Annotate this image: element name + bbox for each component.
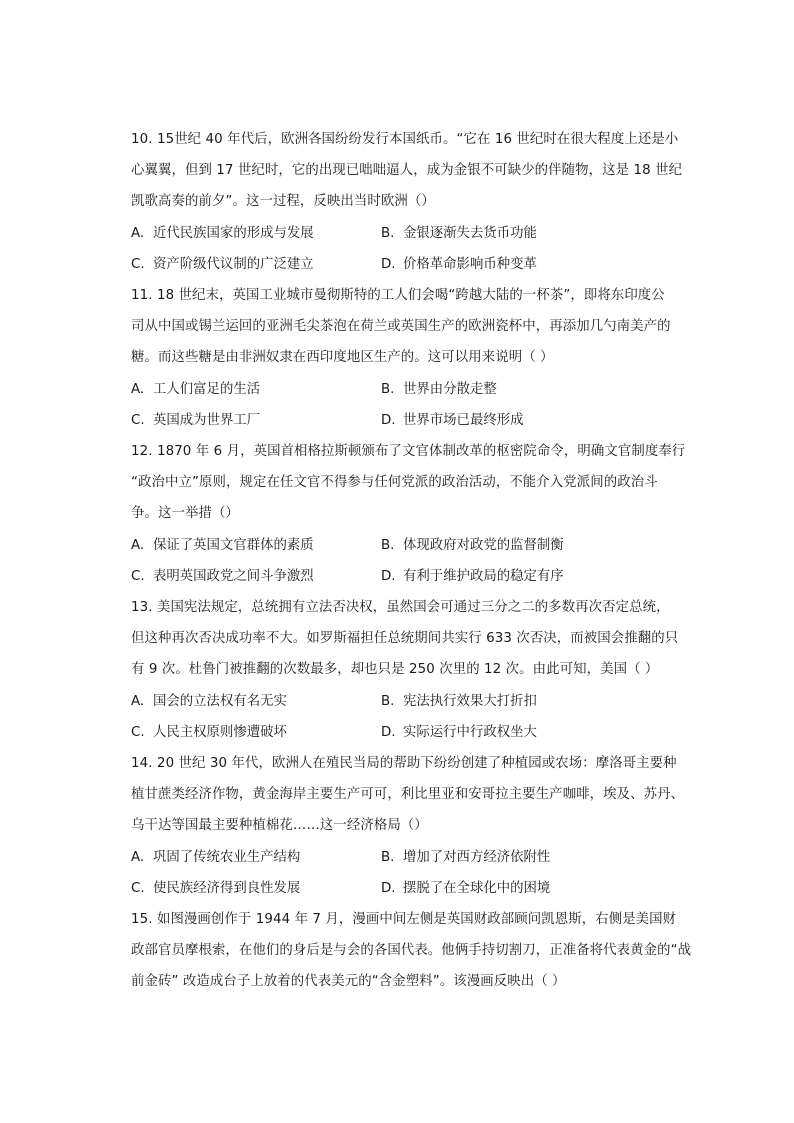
- options-14: [131, 842, 697, 904]
- question-stem-line: 植甘蔗类经济作物，黄金海岸主要生产可可，利比里亚和安哥拉主要生产咖啡，埃及、苏丹、: [131, 787, 685, 803]
- question-stem-line: 司从中国或锡兰运回的亚洲毛尖茶泡在荷兰或英国生产的欧洲瓷杯中，再添加几勺南美产的: [131, 319, 671, 335]
- question-stem-line: 前金砖” 改造成台子上放着的代表美元的“含金塑料”。该漫画反映出（ ）: [131, 974, 566, 990]
- options-12: [131, 530, 697, 592]
- question-stem-line: 糖。而这些糖是由非洲奴隶在西印度地区生产的。这可以用来说明（ ）: [131, 350, 554, 366]
- question-stem-line: “政治中立”原则，规定在任文官不得参与任何党派的政治活动，不能介入党派间的政治斗: [131, 475, 658, 491]
- option-c: C. 英国成为世界工厂: [131, 412, 261, 428]
- question-stem-line: 12. 1870 年 6 月，英国首相格拉斯顿颁布了文官体制改革的枢密院命令，明确文官制度奉行: [131, 444, 686, 460]
- option-b: B. 宪法执行效果大打折扣: [381, 693, 537, 709]
- question-10: [131, 124, 697, 218]
- option-a: A. 保证了英国文官群体的素质: [131, 537, 314, 553]
- options-10: [131, 218, 697, 280]
- question-stem-line: 政部官员摩根索，在他们的身后是与会的各国代表。他俩手持切割刀，正准备将代表黄金的“战: [131, 943, 692, 959]
- option-a: A. 工人们富足的生活: [131, 381, 261, 397]
- options-11: [131, 374, 697, 436]
- question-stem-line: 有 9 次。杜鲁门被推翻的次数最多，却也只是 250 次里的 12 次。由此可知，美国（ ）: [131, 662, 659, 678]
- question-stem-line: 凯歌高奏的前夕”。这一过程，反映出当时欧洲（）: [131, 194, 435, 210]
- option-b: B. 世界由分散走整: [381, 381, 497, 397]
- option-a: A. 国会的立法权有名无实: [131, 693, 287, 709]
- option-d: D. 世界市场已最终形成: [381, 412, 524, 428]
- options-13: [131, 686, 697, 748]
- option-d: D. 摆脱了在全球化中的困境: [381, 880, 551, 896]
- option-c: C. 表明英国政党之间斗争激烈: [131, 568, 314, 584]
- question-stem-line: 11. 18 世纪末，英国工业城市曼彻斯特的工人们会喝“跨越大陆的一杯茶”，即将东印度公: [131, 288, 665, 304]
- question-stem-line: 但这种再次否决成功率不大。如罗斯福担任总统期间共实行 633 次否决，而被国会推翻的只: [131, 631, 679, 647]
- question-stem-line: 心翼翼，但到 17 世纪时，它的出现已咄咄逼人，成为金银不可缺少的伴随物，这是 18 世纪: [131, 163, 683, 179]
- option-d: D. 有利于维护政局的稳定有序: [381, 568, 564, 584]
- question-15: [131, 904, 697, 998]
- option-b: B. 金银逐渐失去货币功能: [381, 225, 537, 241]
- question-stem-line: 争。这一举措（）: [131, 506, 239, 522]
- question-13: [131, 592, 697, 686]
- question-stem-line: 14. 20 世纪 30 年代，欧洲人在殖民当局的帮助下纷纷创建了种植园或农场：摩洛哥主要种: [131, 756, 677, 772]
- question-14: [131, 748, 697, 842]
- option-b: B. 体现政府对政党的监督制衡: [381, 537, 564, 553]
- question-stem-line: 13. 美国宪法规定，总统拥有立法否决权，虽然国会可通过三分之二的多数再次否定总统，: [131, 600, 670, 616]
- question-11: [131, 280, 697, 374]
- question-stem-line: 10. 15世纪 40 年代后，欧洲各国纷纷发行本国纸币。“它在 16 世纪时在很大程度上还是小: [131, 132, 679, 147]
- option-a: A. 近代民族国家的形成与发展: [131, 225, 314, 241]
- option-a: A. 巩固了传统农业生产结构: [131, 849, 301, 865]
- question-stem-line: 15. 如图漫画创作于 1944 年 7 月，漫画中间左侧是英国财政部顾问凯恩斯，右侧是美国财: [131, 912, 677, 928]
- option-c: C. 使民族经济得到良性发展: [131, 880, 301, 896]
- option-b: B. 增加了对西方经济依附性: [381, 849, 551, 865]
- question-12: [131, 436, 697, 530]
- question-list: [131, 124, 697, 998]
- option-d: D. 价格革命影响币种变革: [381, 256, 537, 272]
- option-c: C. 人民主权原则惨遭破坏: [131, 724, 287, 740]
- option-d: D. 实际运行中行政权坐大: [381, 724, 537, 740]
- option-c: C. 资产阶级代议制的广泛建立: [131, 256, 314, 272]
- question-stem-line: 乌干达等国最主要种植棉花……这一经济格局（）: [131, 818, 428, 834]
